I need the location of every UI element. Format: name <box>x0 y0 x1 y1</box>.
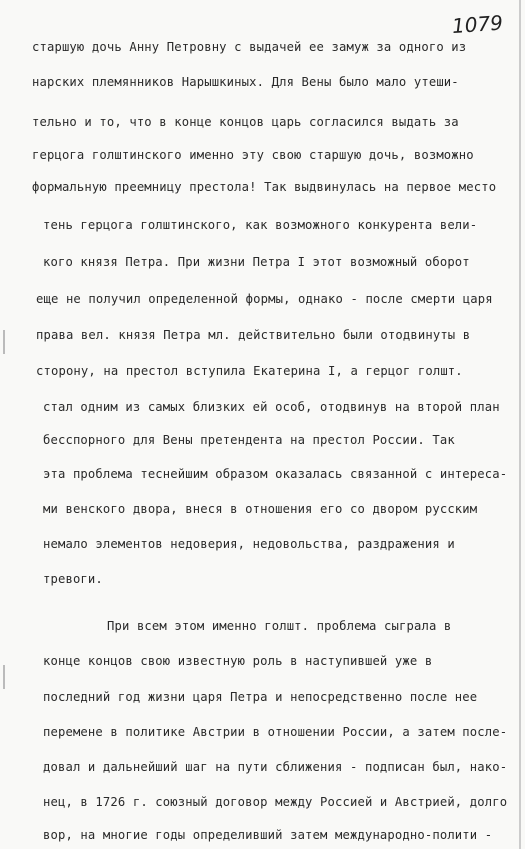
text-line: старшую дочь Анну Петровну с выдачей ее замуж за одного из <box>32 40 467 54</box>
text-line: последний год жизни царя Петра и непосредственно после нее <box>43 690 478 704</box>
text-line: ми венского двора, внеся в отношения его со двором русским <box>43 502 478 516</box>
text-line: тельно и то, что в конце концов царь согласился выдать за <box>32 115 459 129</box>
margin-mark <box>3 665 5 689</box>
text-line: немало элементов недоверия, недовольства, раздражения и <box>43 537 455 551</box>
text-line: вор, на многие годы определивший затем международно-полити - <box>43 828 493 842</box>
text-line: нарских племянников Нарышкиных. Для Вены было мало утеши- <box>32 75 459 89</box>
page-edge-rule <box>519 0 521 849</box>
text-line: тень герцога голштинского, как возможного конкурента вели- <box>43 218 478 232</box>
text-line: сторону, на престол вступила Екатерина I, а герцог голшт. <box>36 364 463 378</box>
text-line: герцога голштинского именно эту свою старшую дочь, возможно <box>32 148 474 162</box>
text-line: стал одним из самых близких ей особ, отодвинув на второй план <box>43 400 500 414</box>
text-line: эта проблема теснейшим образом оказалась связанной с интереса- <box>43 467 508 481</box>
text-line: еще не получил определенной формы, однако - после смерти царя <box>36 292 493 306</box>
text-line: перемене в политике Австрии в отношении России, а затем после- <box>43 725 508 739</box>
margin-mark <box>3 330 5 354</box>
text-line: При всем этом именно голшт. проблема сыграла в <box>107 619 452 633</box>
text-line: тревоги. <box>43 572 103 586</box>
text-line: права вел. князя Петра мл. действительно были отодвинуты в <box>36 328 471 342</box>
text-line: конце концов свою известную роль в наступившей уже в <box>43 654 433 668</box>
text-line: нец, в 1726 г. союзный договор между Россией и Австрией, долго <box>43 795 508 809</box>
text-line: формальную преемницу престола! Так выдвинулась на первое место <box>32 180 497 194</box>
text-line: довал и дальнейший шаг на пути сближения - подписан был, нако- <box>43 760 508 774</box>
text-line: бесспорного для Вены претендента на престол России. Так <box>43 433 455 447</box>
text-line: кого князя Петра. При жизни Петра I этот возможный оборот <box>43 255 470 269</box>
page-number: 1079 <box>451 10 504 39</box>
